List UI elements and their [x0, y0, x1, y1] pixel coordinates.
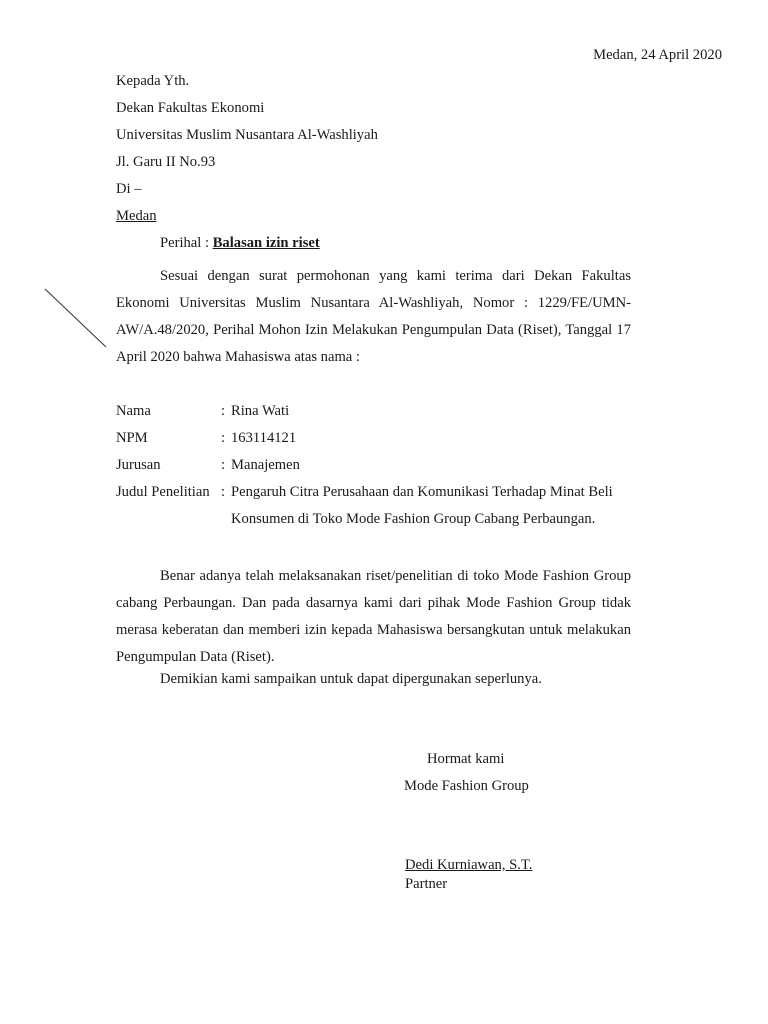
letter-date: Medan, 24 April 2020 [593, 47, 722, 63]
company-name: Mode Fashion Group [404, 778, 529, 794]
name-colon: : [221, 403, 226, 419]
recipient-line-2: Dekan Fakultas Ekonomi [116, 100, 265, 116]
closing-greeting: Hormat kami [427, 751, 505, 767]
npm-colon: : [221, 430, 226, 446]
signer-name: Dedi Kurniawan, S.T. [405, 857, 533, 873]
body-paragraph: Benar adanya telah melaksanakan riset/penelitian di toko Mode Fashion Group cabang Perbaungan. Dan pada dasarnya kami dari pihak Mode Fashion Group tidak merasa keberatan dan memberi izin kepada Mahasiswa bersangkutan untuk melakukan Pengumpulan Data (Riset). [116, 568, 631, 665]
research-title-colon: : [221, 484, 226, 500]
subject-line [160, 235, 320, 252]
recipient-city: Medan [116, 208, 157, 224]
research-title-label: Judul Penelitian [116, 484, 210, 500]
recipient-line-1: Kepada Yth. [116, 73, 190, 89]
npm-value: 163114121 [231, 430, 297, 446]
name-label: Nama [116, 403, 151, 419]
name-value: Rina Wati [231, 403, 290, 419]
npm-label: NPM [116, 430, 148, 446]
opening-paragraph: Sesuai dengan surat permohonan yang kami terima dari Dekan Fakultas Ekonomi Universitas Muslim Nusantara Al-Washliyah, Nomor : 1229/FE/UMN-AW/A.48/2020, Perihal Mohon Izin Melakukan Pengumpulan Data (Riset), Tanggal 17 April 2020 bahwa Mahasiswa atas nama : [116, 268, 631, 365]
signer-title: Partner [405, 876, 448, 892]
major-value: Manajemen [231, 457, 300, 473]
closing-sentence: Demikian kami sampaikan untuk dapat dipergunakan seperlunya. [160, 671, 542, 687]
recipient-line-4: Jl. Garu II No.93 [116, 154, 216, 170]
recipient-line-3: Universitas Muslim Nusantara Al-Washliyah [116, 127, 378, 143]
subject-value: Balasan izin riset [212, 235, 320, 251]
major-colon: : [221, 457, 226, 473]
research-title-line-2: Konsumen di Toko Mode Fashion Group Cabang Perbaungan. [231, 511, 596, 527]
recipient-line-5: Di – [116, 181, 142, 197]
subject-label: Perihal : [160, 235, 210, 251]
major-label: Jurusan [116, 457, 161, 473]
research-title-line-1: Pengaruh Citra Perusahaan dan Komunikasi Terhadap Minat Beli [231, 484, 613, 500]
